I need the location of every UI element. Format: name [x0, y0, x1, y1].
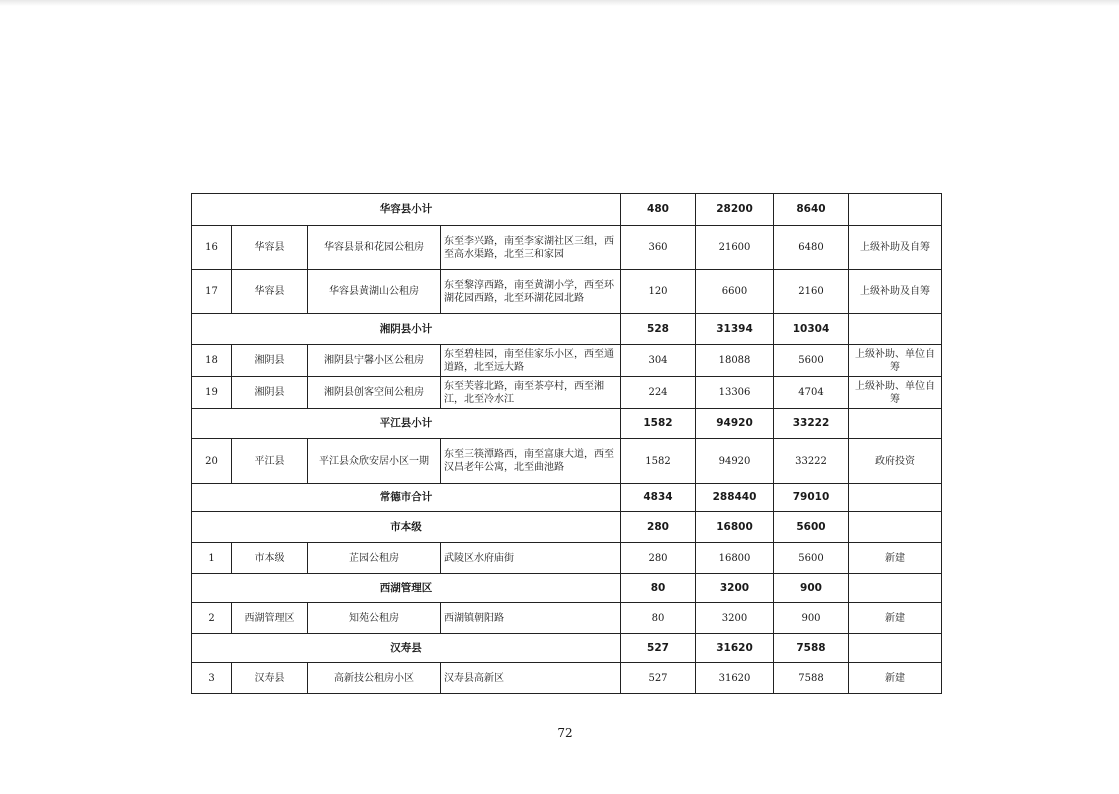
location-cell: 汉寿县高新区	[441, 663, 621, 694]
note-cell: 新建	[849, 603, 942, 634]
investment-cell: 7588	[774, 634, 849, 663]
area-cell: 16800	[696, 512, 774, 543]
table-row	[192, 603, 942, 634]
units-cell: 120	[621, 270, 696, 314]
note-cell	[849, 574, 942, 603]
subtotal-label: 平江县小计	[192, 409, 621, 439]
area-cell: 288440	[696, 484, 774, 512]
units-cell: 4834	[621, 484, 696, 512]
investment-cell: 7588	[774, 663, 849, 694]
units-cell: 528	[621, 314, 696, 345]
table-row	[192, 270, 942, 314]
note-cell: 新建	[849, 663, 942, 694]
area-cell: 3200	[696, 603, 774, 634]
area-cell: 21600	[696, 226, 774, 270]
housing-project-table	[191, 193, 942, 694]
county-cell: 汉寿县	[232, 663, 308, 694]
note-cell: 上级补助、单位自筹	[849, 377, 942, 409]
row-number-cell: 20	[192, 439, 232, 484]
location-cell: 西湖镇朝阳路	[441, 603, 621, 634]
county-cell: 西湖管理区	[232, 603, 308, 634]
subtotal-row	[192, 194, 942, 226]
investment-cell: 33222	[774, 439, 849, 484]
units-cell: 80	[621, 574, 696, 603]
area-cell: 94920	[696, 409, 774, 439]
investment-cell: 33222	[774, 409, 849, 439]
page-number: 72	[557, 726, 573, 740]
project-name-cell: 华容县黄湖山公租房	[308, 270, 441, 314]
investment-cell: 4704	[774, 377, 849, 409]
location-cell: 东至三筷潭路西，南至富康大道，西至汉昌老年公寓，北至曲池路	[441, 439, 621, 484]
row-number-cell: 18	[192, 345, 232, 377]
table-row	[192, 439, 942, 484]
units-cell: 224	[621, 377, 696, 409]
project-name-cell: 芷园公租房	[308, 543, 441, 574]
table-row	[192, 226, 942, 270]
area-cell: 31394	[696, 314, 774, 345]
county-cell: 市本级	[232, 543, 308, 574]
subtotal-label: 常德市合计	[192, 484, 621, 512]
units-cell: 1582	[621, 439, 696, 484]
row-number-cell: 2	[192, 603, 232, 634]
subtotal-row	[192, 634, 942, 663]
investment-cell: 8640	[774, 194, 849, 226]
note-cell	[849, 194, 942, 226]
row-number-cell: 17	[192, 270, 232, 314]
investment-cell: 5600	[774, 543, 849, 574]
county-cell: 平江县	[232, 439, 308, 484]
note-cell: 政府投资	[849, 439, 942, 484]
area-cell: 31620	[696, 663, 774, 694]
units-cell: 527	[621, 634, 696, 663]
county-cell: 湘阴县	[232, 345, 308, 377]
location-cell: 武陵区水府庙街	[441, 543, 621, 574]
units-cell: 80	[621, 603, 696, 634]
area-cell: 3200	[696, 574, 774, 603]
table-row	[192, 663, 942, 694]
table-row	[192, 377, 942, 409]
subtotal-label: 汉寿县	[192, 634, 621, 663]
subtotal-row	[192, 409, 942, 439]
table-row	[192, 543, 942, 574]
units-cell: 480	[621, 194, 696, 226]
subtotal-label: 华容县小计	[192, 194, 621, 226]
area-cell: 16800	[696, 543, 774, 574]
area-cell: 13306	[696, 377, 774, 409]
note-cell: 上级补助、单位自筹	[849, 345, 942, 377]
county-cell: 华容县	[232, 270, 308, 314]
investment-cell: 900	[774, 574, 849, 603]
note-cell	[849, 409, 942, 439]
scan-edge	[0, 0, 1119, 6]
location-cell: 东至碧桂园，南至佳家乐小区，西至通道路，北至远大路	[441, 345, 621, 377]
subtotal-row	[192, 484, 942, 512]
investment-cell: 900	[774, 603, 849, 634]
note-cell	[849, 484, 942, 512]
project-name-cell: 湘阴县创客空间公租房	[308, 377, 441, 409]
units-cell: 1582	[621, 409, 696, 439]
note-cell	[849, 634, 942, 663]
units-cell: 280	[621, 512, 696, 543]
units-cell: 304	[621, 345, 696, 377]
note-cell: 上级补助及自筹	[849, 270, 942, 314]
area-cell: 6600	[696, 270, 774, 314]
units-cell: 527	[621, 663, 696, 694]
note-cell	[849, 512, 942, 543]
area-cell: 28200	[696, 194, 774, 226]
project-name-cell: 湘阴县宁馨小区公租房	[308, 345, 441, 377]
investment-cell: 2160	[774, 270, 849, 314]
county-cell: 湘阴县	[232, 377, 308, 409]
row-number-cell: 16	[192, 226, 232, 270]
investment-cell: 5600	[774, 512, 849, 543]
row-number-cell: 3	[192, 663, 232, 694]
area-cell: 18088	[696, 345, 774, 377]
area-cell: 31620	[696, 634, 774, 663]
county-cell: 华容县	[232, 226, 308, 270]
project-name-cell: 知苑公租房	[308, 603, 441, 634]
area-cell: 94920	[696, 439, 774, 484]
subtotal-label: 市本级	[192, 512, 621, 543]
subtotal-label: 湘阴县小计	[192, 314, 621, 345]
row-number-cell: 19	[192, 377, 232, 409]
units-cell: 360	[621, 226, 696, 270]
investment-cell: 5600	[774, 345, 849, 377]
project-name-cell: 平江县众欣安居小区一期	[308, 439, 441, 484]
investment-cell: 10304	[774, 314, 849, 345]
subtotal-row	[192, 574, 942, 603]
subtotal-row	[192, 512, 942, 543]
investment-cell: 79010	[774, 484, 849, 512]
location-cell: 东至芙蓉北路，南至茶亭村，西至湘江，北至冷水江	[441, 377, 621, 409]
project-name-cell: 高新技公租房小区	[308, 663, 441, 694]
table-row	[192, 345, 942, 377]
subtotal-label: 西湖管理区	[192, 574, 621, 603]
units-cell: 280	[621, 543, 696, 574]
project-name-cell: 华容县景和花园公租房	[308, 226, 441, 270]
location-cell: 东至李兴路，南至李家湖社区三组，西至高水渠路，北至三和家园	[441, 226, 621, 270]
note-cell	[849, 314, 942, 345]
investment-cell: 6480	[774, 226, 849, 270]
subtotal-row	[192, 314, 942, 345]
note-cell: 上级补助及自筹	[849, 226, 942, 270]
location-cell: 东至黎淳西路，南至黄湖小学，西至环湖花园西路，北至环湖花园北路	[441, 270, 621, 314]
note-cell: 新建	[849, 543, 942, 574]
row-number-cell: 1	[192, 543, 232, 574]
